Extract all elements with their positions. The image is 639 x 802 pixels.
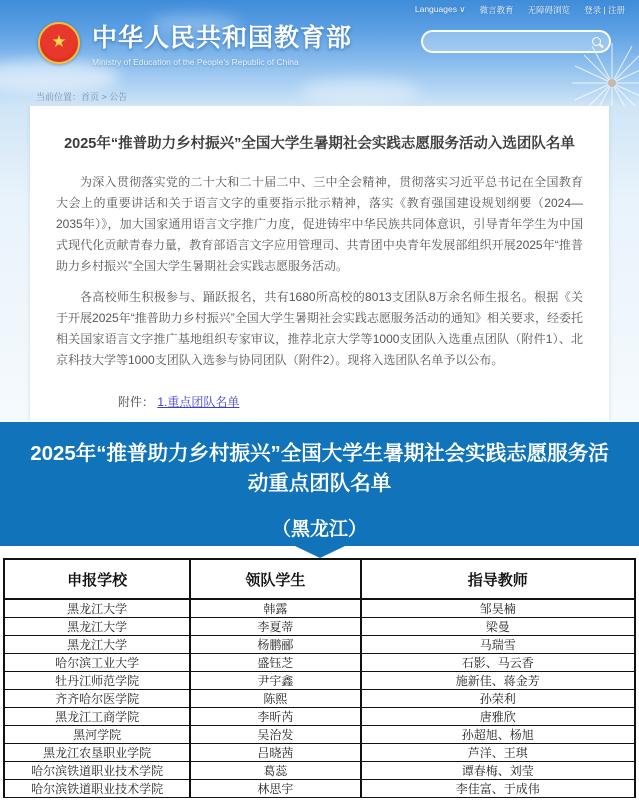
attachment-link-key-teams[interactable]: 1.重点团队名单	[157, 395, 240, 409]
article-paragraph: 为深入贯彻落实党的二十大和二十届二中、三中全会精神，贯彻落实习近平总书记在全国教育大会上的重要讲话和关于语言文字的重要指示批示精神，落实《教育强国建设规划纲要（2024—2035年）》，加大国家通用语言文字推广力度，促进铸牢中华民族共同体意识，引导青年学生为中国式现代化贡献青春力量，教育部语言文字应用管理司、共青团中央青年发展部组织开展2025年“推普助力乡村振兴”全国大学生暑期社会实践志愿服务活动。	[56, 175, 583, 273]
attachments-label: 附件：	[118, 395, 155, 409]
table-row	[4, 708, 635, 726]
topbar-login-register[interactable]: 登录 | 注册	[584, 5, 625, 15]
cell-student: 李夏蒂	[190, 618, 360, 636]
table-row	[4, 726, 635, 744]
cell-school: 牡丹江师范学院	[4, 672, 190, 690]
cell-student: 吴治发	[190, 726, 360, 744]
content-section	[0, 106, 639, 422]
table-row	[4, 636, 635, 654]
search-icon[interactable]	[592, 37, 601, 46]
col-header-advisor: 指导教师	[361, 559, 636, 599]
cell-advisor: 梁曼	[361, 618, 636, 636]
topbar-weiyan-jiaoyu[interactable]: 微言教育	[479, 5, 514, 15]
national-emblem-icon	[38, 22, 80, 64]
cell-school: 黑河学院	[4, 726, 190, 744]
cell-advisor: 邹昊楠	[361, 599, 636, 618]
topbar-languages[interactable]: Languages ∨	[414, 4, 466, 14]
cell-advisor: 唐雅欣	[361, 708, 636, 726]
cell-advisor: 孙超旭、杨旭	[361, 726, 636, 744]
article-paragraph: 各高校师生积极参与、踊跃报名，共有1680所高校的8013支团队8万余名师生报名。根据《关于开展2025年“推普助力乡村振兴”全国大学生暑期社会实践志愿服务活动的通知》相关要求，经委托相关国家语言文字推广基地组织专家审议，推荐北京大学等1000支团队入选重点团队（附件1）、北京科技大学等1000支团队入选参与协同团队（附件2）。现将入选团队名单予以公布。	[56, 290, 583, 367]
cell-student: 吕晓茜	[190, 744, 360, 762]
cell-student: 葛蕊	[190, 762, 360, 780]
table-row	[4, 780, 635, 798]
table-row	[4, 762, 635, 780]
cell-school: 哈尔滨工业大学	[4, 654, 190, 672]
cell-advisor: 李佳富、于成伟	[361, 780, 636, 798]
cell-school: 黑龙江农垦职业学院	[4, 744, 190, 762]
cell-advisor: 芦洋、王琪	[361, 744, 636, 762]
table-header-row	[4, 559, 635, 599]
table-row	[4, 744, 635, 762]
cell-school: 黑龙江大学	[4, 618, 190, 636]
search-input[interactable]	[431, 36, 592, 48]
banner-province: （黑龙江）	[271, 519, 367, 540]
search-box[interactable]	[421, 30, 611, 53]
cell-student: 陈熙	[190, 690, 360, 708]
cell-advisor: 谭春梅、刘莹	[361, 762, 636, 780]
cell-school: 黑龙江工商学院	[4, 708, 190, 726]
ministry-brand[interactable]	[38, 18, 352, 67]
topbar-accessibility[interactable]: 无障碍浏览	[527, 5, 571, 15]
cloud-decoration	[300, 78, 420, 104]
list-banner	[0, 422, 639, 546]
breadcrumb[interactable]: 当前位置：首页 > 公告	[36, 92, 128, 102]
roster-table-section	[0, 546, 639, 798]
cell-school: 哈尔滨铁道职业技术学院	[4, 780, 190, 798]
banner-title: 2025年“推普助力乡村振兴”全国大学生暑期社会实践志愿服务活动重点团队名单	[30, 442, 609, 495]
announcement-card	[30, 106, 609, 422]
cell-school: 黑龙江大学	[4, 636, 190, 654]
cell-school: 哈尔滨铁道职业技术学院	[4, 762, 190, 780]
col-header-student: 领队学生	[190, 559, 360, 599]
cell-advisor: 石影、马云香	[361, 654, 636, 672]
cell-student: 韩露	[190, 599, 360, 618]
cell-advisor: 马瑞雪	[361, 636, 636, 654]
cell-school: 黑龙江大学	[4, 599, 190, 618]
cell-student: 尹宇鑫	[190, 672, 360, 690]
col-header-school: 申报学校	[4, 559, 190, 599]
cell-student: 杨鹏郦	[190, 636, 360, 654]
article-title: 2025年“推普助力乡村振兴”全国大学生暑期社会实践志愿服务活动入选团队名单	[64, 136, 575, 152]
table-row	[4, 690, 635, 708]
cell-student: 盛钰芝	[190, 654, 360, 672]
cell-student: 林思宇	[190, 780, 360, 798]
ministry-name-cn: 中华人民共和国教育部	[92, 24, 353, 52]
cell-advisor: 施新佳、蒋金芳	[361, 672, 636, 690]
star-icon: ★	[51, 32, 67, 51]
table-row	[4, 654, 635, 672]
ministry-name-en: Ministry of Education of the People's Republic of China	[92, 57, 299, 67]
cell-advisor: 孙荣利	[361, 690, 636, 708]
topbar	[415, 4, 625, 16]
table-row	[4, 618, 635, 636]
site-header	[0, 0, 639, 106]
cell-school: 齐齐哈尔医学院	[4, 690, 190, 708]
table-row	[4, 599, 635, 618]
cell-student: 李昕芮	[190, 708, 360, 726]
table-row	[4, 672, 635, 690]
roster-table	[3, 558, 636, 798]
